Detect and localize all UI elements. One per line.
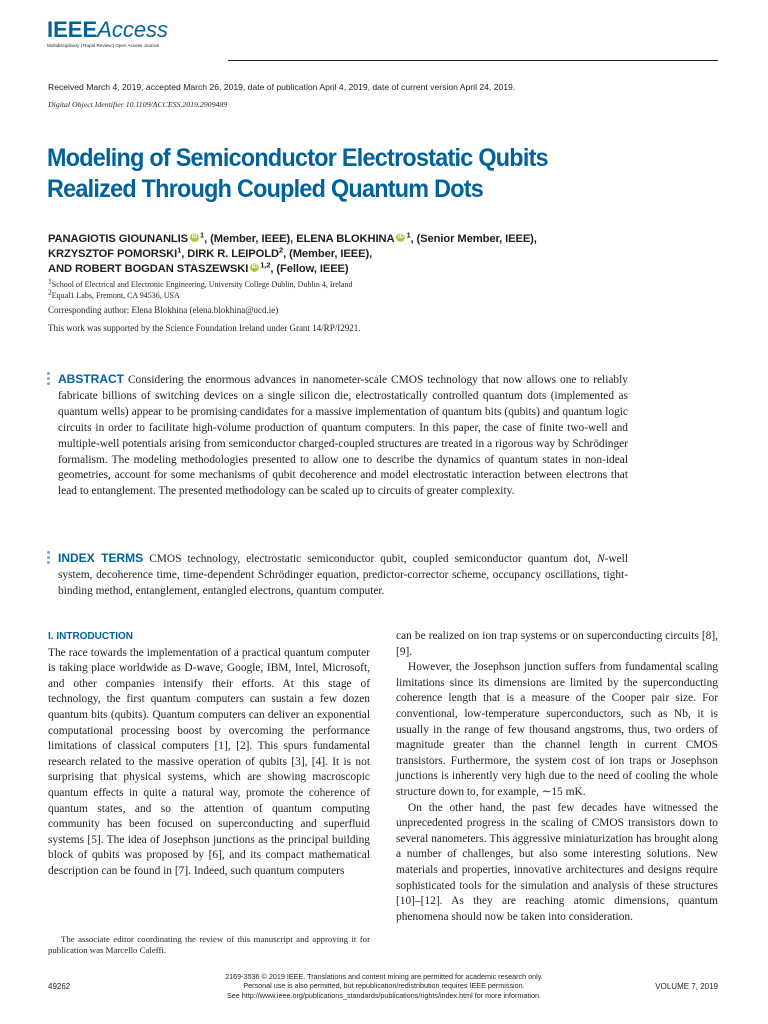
paper-title [47,143,645,205]
orcid-icon[interactable]: iD [191,234,198,240]
author-name: KRZYSZTOF POMORSKI [48,248,178,261]
journal-logo [47,18,207,49]
title-line-2: Realized Through Coupled Quantum Dots [47,175,484,203]
author-name: DIRK R. LEIPOLD [187,248,279,261]
section-heading: I. INTRODUCTION [48,631,133,642]
license-notice: 2169-3536 © 2019 IEEE. Translations and content mining are permitted for academic research only. Personal use is also permitted, but republication/redistribution requires IEEE permission. See http://www.ieee.org/publications_standards/publications/rights/index.html for more information. [225,972,543,1000]
author-name: ELENA BLOKHINA [296,233,395,245]
funding-note: This work was supported by the Science Foundation Ireland under Grant 14/RP/I2921. [48,323,361,333]
affiliations [48,276,353,301]
orcid-icon[interactable]: iD [251,264,258,271]
author-line-1: PANAGIOTIS GIOUNANLIS iD $^1$, (Member, IEEE), ELENA BLOKHINA iD $^1$, (Senior Member, IEEE), [48,230,537,245]
paragraph: On the other hand, the past few decades have witnessed the unprecedented progress in the scaling of CMOS transistors down to several nanometers. This aggressive miniaturization has brought along a number of challenges, but also some interesting solutions. New materials and properties, innovative architectures and designs require sophisticated tools for the simulation and analysis of these structures [10]–[12]. As they are reaching atomic dimensions, quantum phenomena should now be taken into consideration. [396,801,718,923]
affiliation-2: $^2$Equal1 Labs, Fremont, CA 94536, USA [48,287,180,300]
author-name: PANAGIOTIS GIOUNANLIS [48,233,189,245]
journal-tagline: Multidisciplinary | Rapid Review | Open Access Journal [47,43,159,48]
header-divider [228,60,718,61]
paragraph: can be realized on ion trap systems or on superconducting circuits [8], [9]. [396,630,718,658]
author-line-2: KRZYSZTOF POMORSKI$^1$, DIRK R. LEIPOLD$^2$, (Member, IEEE), [48,245,373,261]
abstract-heading: ABSTRACT [58,372,124,386]
author-list [48,232,728,278]
author-line-3: AND ROBERT BOGDAN STASZEWSKI iD $^{1,2}$, (Fellow, IEEE) [48,260,349,276]
publication-dates: Received March 4, 2019, accepted March 26, 2019, date of publication April 4, 2019, date of current version April 24, 2019. [48,82,516,92]
dots-marker-icon [47,372,51,388]
editor-footnote: The associate editor coordinating the review of this manuscript and approving it for publication was Marcello Caleffi. [48,934,370,956]
abstract [58,372,628,500]
index-terms-heading: INDEX TERMS [58,551,144,565]
doi-line: Digital Object Identifier 10.1109/ACCESS.2019.2909489 [48,100,228,109]
volume-label: VOLUME 7, 2019 [655,982,718,991]
body-column-right [396,629,718,925]
body-column-left [48,629,370,880]
orcid-icon[interactable]: iD [398,234,404,240]
corresponding-author: Corresponding author: Elena Blokhina (elena.blokhina@ucd.ie) [48,305,279,315]
page-number: 49262 [48,982,71,991]
author-name: AND ROBERT BOGDAN STASZEWSKI [48,263,249,276]
index-terms: INDEX TERMS CMOS technology, electrostatic semiconductor qubit, coupled semiconductor quantum dot, N-well system, decoherence time, time-dependent Schrödinger equation, predictor-corrector scheme, occupancy oscillations, tight-binding method, entanglement, entangled electrons, quantum computer. [58,551,628,597]
abstract-text: Considering the enormous advances in nanometer-scale CMOS technology that now allows one to reliably fabricate billions of switching devices on a single silicon die, electrostatically controlled quantum dots (implemented as quantum wells) appear to be promising candidates for a massive implementation of quantum bits (qubits) and quantum logic circuits in order to facilitate high-volume production of quantum computers. In this paper, the case of finite two-well and multiple-well potentials arising from semiconductor charged-coupled structures are treated in a rigorous way by Schrödinger formalism. The modeling methodologies presented to allow one to describe the dynamics of quantum states in non-ideal geometries, account for some mechanisms of qubit decoherence and model electrostatic interaction between electrons that lead to entanglement. The presented methodology can be scaled up to circuits of greater complexity. [58,374,628,498]
dots-marker-icon [47,551,51,567]
paragraph: The race towards the implementation of a practical quantum computer is taking place worldwide as D-wave, Google, IBM, Intel, Microsoft, and other companies intensify their efforts. At this stage of technology, the first quantum computers can sustain a few dozen quantum bits (qubits). Quantum computers can deliver an exponential computational processing boost by overcoming the performance limitations of classical computers [1], [2]. This spurs fundamental research related to the massive operation of qubits [3], [4]. It is not surprising that physical systems, which are showing macroscopic quantum effects in quite a natural way, promote the coherence of quantum states, and so the attention of quantum computing community has been focused on superconducting and superfluid systems [5]. The idea of Josephson junctions as the principal building block of qubits was proposed by [6], and its compact mathematical description can be found in [7]. Indeed, such quantum computers [48,646,370,877]
journal-brand: IEEEAccess [47,17,169,42]
paragraph: However, the Josephson junction suffers from fundamental scaling limitations since its dimensions are limited by the superconducting coherence length that is a measure of the Cooper pair size. For conventional, low-temperature superconductors, such as Nb, it is usually in the range of few thousand angstroms, thus, two orders of magnitude greater than the channel length in current CMOS transistors. Furthermore, the system cost of ion traps or Josephson junctions is inherently very high due to the need of cooling the whole structure down to, for example, ∼15 mK. [396,661,718,798]
affiliation-1: $^1$School of Electrical and Electronic Engineering, University College Dublin, Dublin 4, Ireland [48,276,353,289]
title-line-1: Modeling of Semiconductor Electrostatic Qubits [47,144,548,172]
